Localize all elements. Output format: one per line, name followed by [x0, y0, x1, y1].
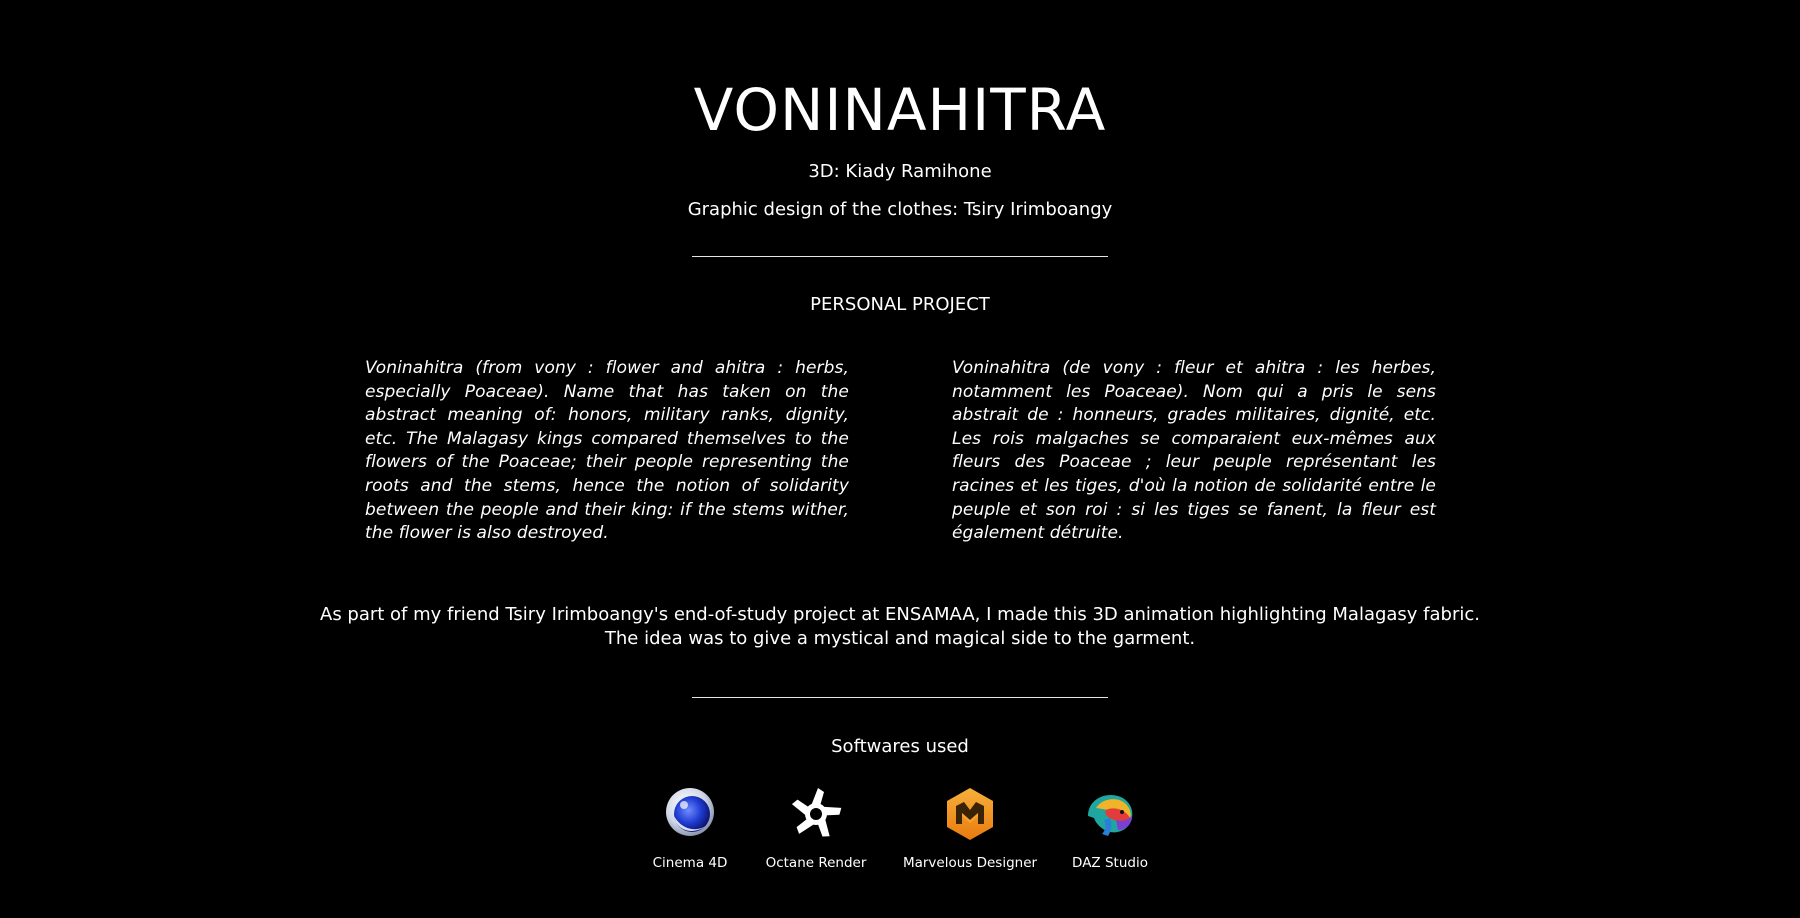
software-marvelous-designer[interactable]: [902, 786, 1038, 872]
marvelous-designer-icon: [942, 786, 998, 842]
project-context: [0, 603, 1800, 651]
credit-3d: 3D: Kiady Ramihone: [808, 161, 992, 182]
software-octane-render[interactable]: [764, 786, 868, 872]
softwares-heading: Softwares used: [831, 736, 969, 757]
software-name: DAZ Studio: [1072, 855, 1148, 871]
software-daz-studio[interactable]: [1068, 786, 1152, 872]
credit-graphic-design: Graphic design of the clothes: Tsiry Irimboangy: [687, 199, 1113, 220]
octane-render-icon: [788, 786, 844, 842]
page-title: VONINAHITRA: [693, 76, 1107, 144]
cinema-4d-icon: [662, 786, 718, 842]
context-line-1: As part of my friend Tsiry Irimboangy's end-of-study project at ENSAMAA, I made this 3D animation highlighting Malagasy fabric.: [320, 604, 1480, 625]
daz-studio-icon: [1082, 786, 1138, 842]
description-english: Voninahitra (from vony : flower and ahitra : herbs, especially Poaceae). Name that has taken on the abstract meaning of: honors, military ranks, dignity, etc. The Malagasy kings compared themselves to the flowers of the Poaceae; their people representing the roots and the stems, hence the notion of solidarity between the people and their king: if the stems wither, the flower is also destroyed.: [365, 358, 849, 544]
software-name: Octane Render: [765, 855, 867, 871]
description-french: Voninahitra (de vony : fleur et ahitra : les herbes, notamment les Poaceae). Nom qui a pris le sens abstrait de : honneurs, grades militaires, dignité, etc. Les rois malgaches se comparaient eux-mêmes aux fleurs des Poaceae ; leur peuple représentant les racines et les tiges, d'où la notion de solidarité entre le peuple et son roi : si les tiges se fanent, la fleur est également détruite.: [952, 358, 1436, 544]
software-name: Marvelous Designer: [902, 855, 1038, 871]
context-line-2: The idea was to give a mystical and magical side to the garment.: [604, 628, 1196, 649]
software-name: Cinema 4D: [652, 855, 728, 871]
software-cinema-4d[interactable]: [652, 786, 728, 872]
divider-top: [692, 256, 1108, 257]
divider-bottom: [692, 697, 1108, 698]
project-type-label: PERSONAL PROJECT: [810, 294, 990, 315]
